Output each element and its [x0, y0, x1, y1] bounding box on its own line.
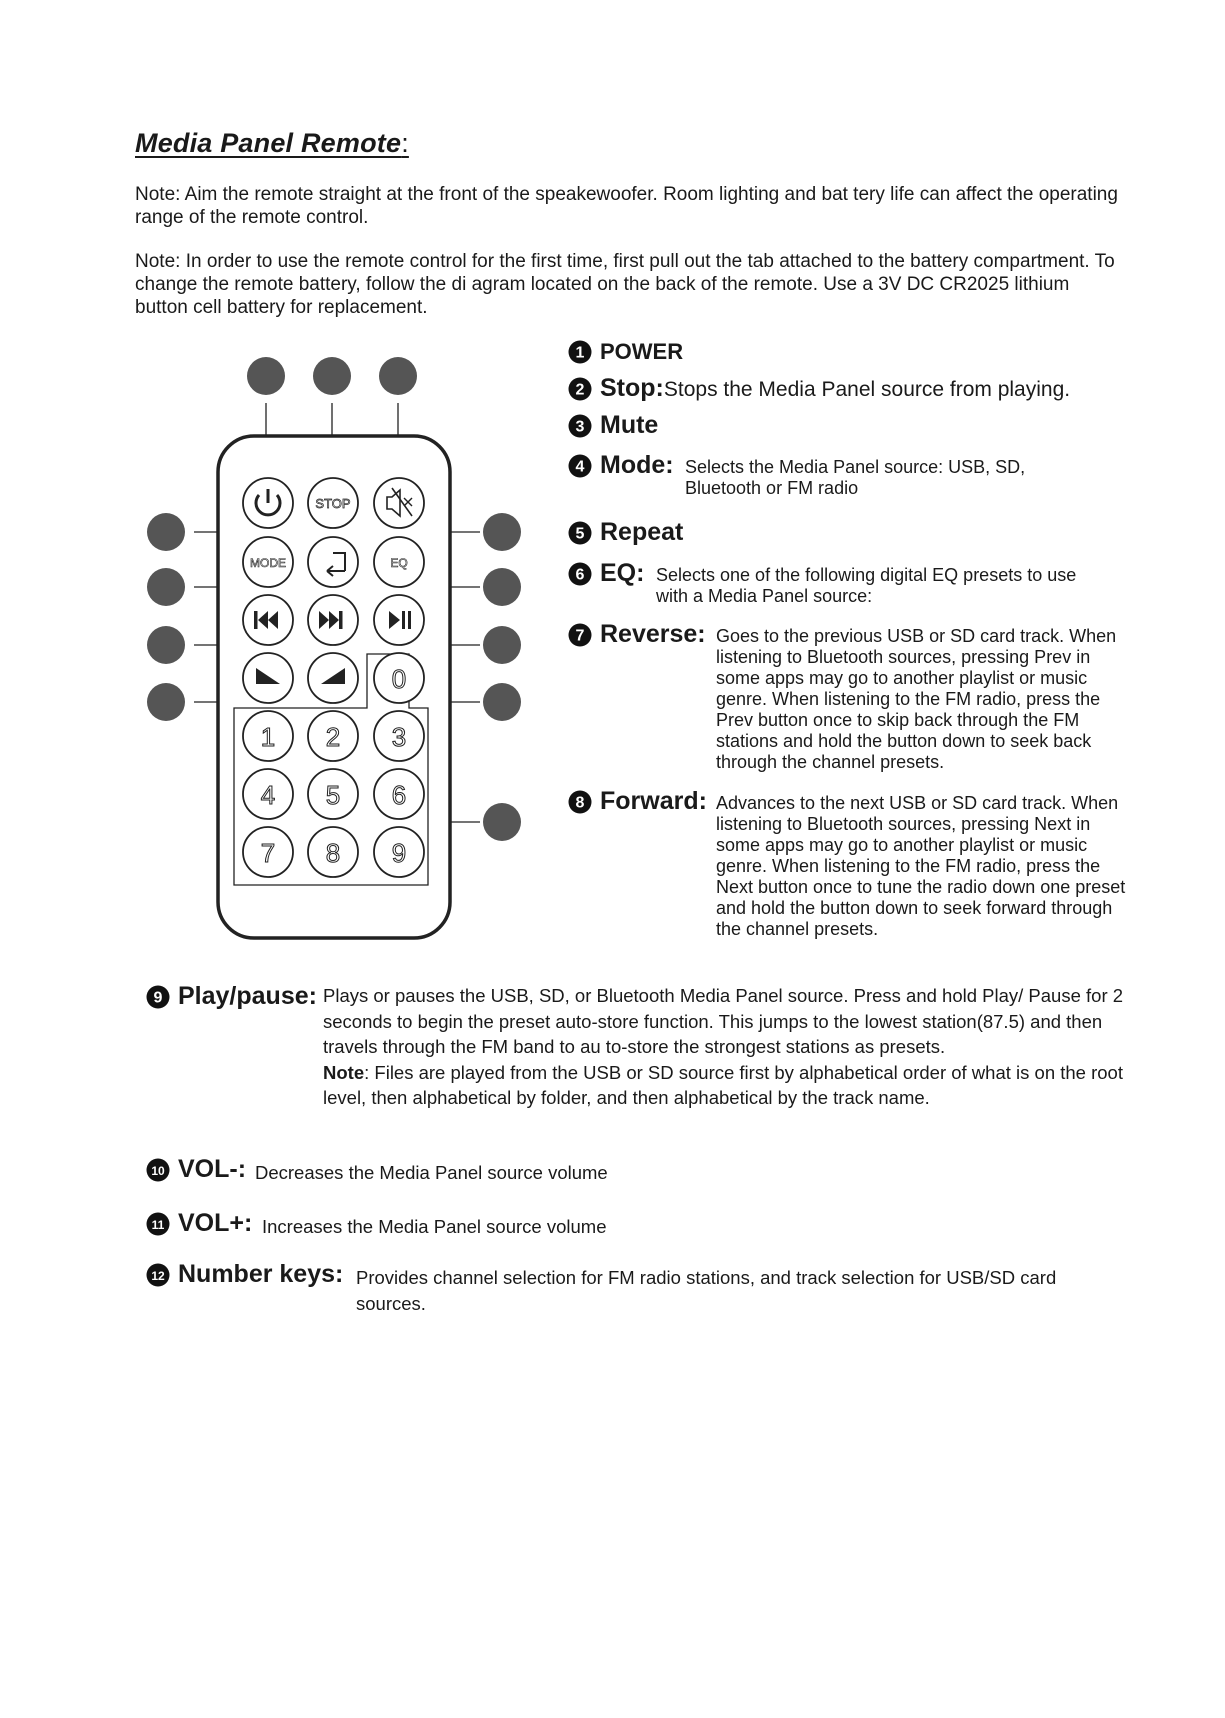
number-badge-2-icon	[568, 377, 592, 401]
legend-label-mode: Mode:	[600, 451, 674, 479]
digit-key-1	[243, 711, 293, 761]
legend-desc-vol-minus: Decreases the Media Panel source volume	[255, 1162, 608, 1183]
number-badge-1-icon	[568, 340, 592, 364]
legend-label-stop-text: Stop:	[600, 374, 664, 402]
stop-button-label: STOP	[315, 496, 351, 511]
reverse-button	[243, 595, 293, 645]
digit-key-0	[374, 653, 424, 703]
svg-text:9: 9	[153, 989, 163, 1007]
callout-dot-1	[247, 357, 285, 395]
digit-key-8	[308, 827, 358, 877]
repeat-button	[308, 537, 358, 587]
page-title-colon: :	[401, 128, 409, 158]
callout-dot-12	[483, 803, 521, 841]
digit-key-5-label: 5	[325, 780, 341, 810]
legend-label-forward: Forward:	[600, 787, 707, 815]
callout-dot-10	[147, 683, 185, 721]
legend-desc-mode: Selects the Media Panel source: USB, SD, Bluetooth or FM radio	[685, 457, 1026, 498]
vol-minus-button	[243, 653, 293, 703]
callout-dot-4	[147, 513, 185, 551]
number-badge-5-icon	[568, 521, 592, 545]
forward-button	[308, 595, 358, 645]
note-aim-remote: Note: Aim the remote straight at the front of the speakewoofer. Room lighting and bat tery life can affect the operating range of the remote control.	[135, 184, 1118, 228]
mode-button	[243, 537, 293, 587]
legend-label-power: POWER	[600, 339, 684, 364]
svg-text:7: 7	[575, 627, 585, 645]
digit-key-9	[374, 827, 424, 877]
mute-button	[374, 478, 424, 528]
number-badge-3-icon	[568, 414, 592, 438]
number-badge-6-icon	[568, 562, 592, 586]
legend-note-text: : Files are played from the USB or SD source first by alphabetical order of what is on the root level, then alphabetical by folder, and then alphabetical by the track name.	[323, 1061, 1123, 1108]
legend-desc-play-pause	[323, 983, 1133, 1111]
legend-note-label: Note	[323, 1061, 365, 1083]
number-badge-10-icon	[146, 1158, 170, 1182]
page-title-text: Media Panel Remote	[135, 128, 402, 158]
legend-desc-number-keys: Provides channel selection for FM radio stations, and track selection for USB/SD card sources.	[356, 1267, 1057, 1314]
callout-dot-8	[483, 568, 521, 606]
callout-dot-6	[483, 513, 521, 551]
svg-text:6: 6	[575, 566, 585, 584]
stop-button	[308, 478, 358, 528]
digit-key-6-label: 6	[391, 780, 407, 810]
remote-diagram	[0, 0, 560, 960]
number-badge-8-icon	[568, 790, 592, 814]
eq-button	[374, 537, 424, 587]
number-badge-7-icon	[568, 623, 592, 647]
svg-text:11: 11	[151, 1218, 165, 1232]
legend-desc-stop: Stops the Media Panel source from playing.	[663, 378, 1071, 401]
digit-key-3-label: 3	[391, 722, 407, 752]
callout-dot-5	[147, 568, 185, 606]
legend-label-number-keys: Number keys:	[178, 1260, 344, 1288]
number-badge-11-icon	[146, 1212, 170, 1236]
callout-dot-11	[483, 683, 521, 721]
number-badge-4-icon	[568, 454, 592, 478]
digit-key-4	[243, 769, 293, 819]
digit-key-7	[243, 827, 293, 877]
callout-dot-3	[379, 357, 417, 395]
legend-label-mute: Mute	[600, 411, 659, 439]
digit-key-2-label: 2	[325, 722, 341, 752]
legend-desc-play-pause-text: Plays or pauses the USB, SD, or Bluetooth Media Panel source. Press and hold Play/ Pause for 2 seconds to begin the preset auto-store function. This jumps to the lowest station(87.5) and then travels through the FM band to au to-store the strongest stations as presets.	[323, 985, 1124, 1057]
svg-text:2: 2	[575, 381, 585, 399]
digit-key-9-label: 9	[391, 838, 407, 868]
legend-label-eq: EQ:	[600, 559, 645, 587]
legend-desc-vol-plus: Increases the Media Panel source volume	[262, 1216, 607, 1237]
callout-dot-7	[147, 626, 185, 664]
legend-desc-reverse: Goes to the previous USB or SD card track. When listening to Bluetooth sources, pressing Prev in some apps may go to another playlist or music genre. When listening to the FM radio, press the Prev button once to skip back through the FM stations and hold the button down to seek back through the channel presets.	[716, 626, 1117, 772]
svg-text:5: 5	[575, 525, 585, 543]
number-badge-9-icon	[146, 985, 170, 1009]
legend-label-repeat: Repeat	[600, 518, 684, 546]
svg-text:4: 4	[575, 458, 585, 476]
legend-desc-eq: Selects one of the following digital EQ presets to use with a Media Panel source:	[656, 565, 1077, 606]
digit-key-1-label: 1	[260, 722, 276, 752]
legend-label-vol-plus: VOL+:	[178, 1209, 253, 1237]
svg-text:10: 10	[151, 1164, 165, 1178]
digit-key-0-label: 0	[391, 664, 407, 694]
note-battery: Note: In order to use the remote control for the first time, first pull out the tab attached to the battery compartment. To change the remote battery, follow the di agram located on the back of the remote. Use a 3V DC CR2025 lithium button cell battery for replacement.	[135, 251, 1115, 318]
digit-key-3	[374, 711, 424, 761]
legend-label-reverse: Reverse:	[600, 620, 706, 648]
digit-key-8-label: 8	[325, 838, 341, 868]
legend-desc-forward: Advances to the next USB or SD card track. When listening to Bluetooth sources, pressing Next in some apps may go to another playlist or music genre. When listening to the FM radio, press the Next button once to tune the radio down one preset and hold the button down to seek forward through the channel presets.	[716, 793, 1126, 939]
digit-key-6	[374, 769, 424, 819]
power-button	[243, 478, 293, 528]
mode-button-label: MODE	[250, 556, 286, 570]
svg-text:1: 1	[575, 344, 585, 362]
number-badge-12-icon	[146, 1263, 170, 1287]
svg-text:3: 3	[575, 418, 585, 436]
legend-label-stop	[600, 374, 1070, 403]
vol-plus-button	[308, 653, 358, 703]
play-pause-button	[374, 595, 424, 645]
digit-key-2	[308, 711, 358, 761]
callout-dot-9	[483, 626, 521, 664]
digit-key-7-label: 7	[260, 838, 276, 868]
legend-label-play-pause: Play/pause:	[178, 982, 317, 1010]
eq-button-label: EQ	[390, 556, 408, 570]
digit-key-4-label: 4	[260, 780, 276, 810]
svg-text:12: 12	[151, 1269, 165, 1283]
legend-label-vol-minus: VOL-:	[178, 1155, 247, 1183]
callout-dot-2	[313, 357, 351, 395]
svg-text:8: 8	[575, 794, 585, 812]
digit-key-5	[308, 769, 358, 819]
